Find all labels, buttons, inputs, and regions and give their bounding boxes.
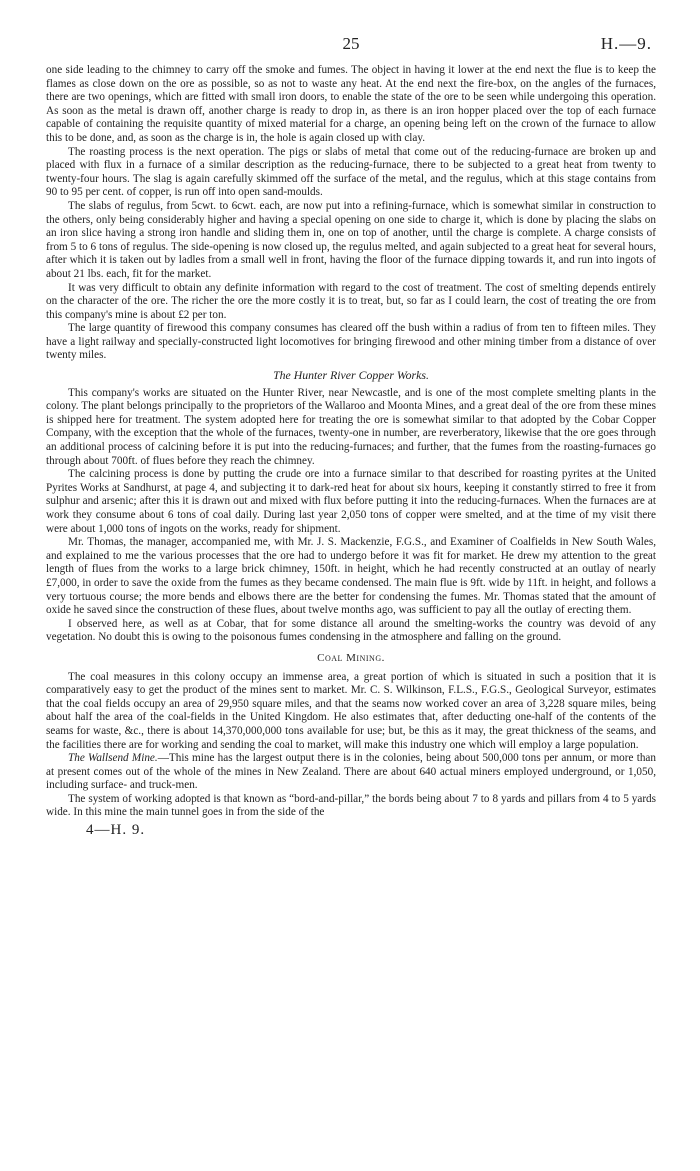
paragraph: The roasting process is the next operation. The pigs or slabs of metal that come out of the reducing-furnace are broken up and placed with flux in a furnace of a similar description as the reducing-furnace, there to be subjected to a great heat from twenty to twenty-four hours. The slag is again carefully skimmed off the surface of the metal, and the regulus, which at this stage contains from 90 to 95 per cent. of copper, is run off into open sand-moulds. xyxy=(46,145,656,199)
paragraph: Mr. Thomas, the manager, accompanied me, with Mr. J. S. Mackenzie, F.G.S., and Examiner of Coalfields in New South Wales, and explained to me the various processes that the ore had to undergo before it was fit for market. He drew my attention to the great length of flues from the works to a large brick chimney, 150ft. in height, which he had recently constructed at an outlay of nearly £7,000, in order to save the oxide from the fumes as they became condensed. The main flue is 9ft. wide by 11ft. in height, and follows a very tortuous course; the more bends and elbows there are the better for condensing the fumes. Mr. Thomas stated that the amount of oxide he saved since the construction of these flues, about twelve months ago, was sufficient to pay all the outlay of erecting them. xyxy=(46,536,656,617)
document-reference: H.—9. xyxy=(600,34,652,53)
page-header xyxy=(46,34,656,64)
section-heading-coal-mining: Coal Mining. xyxy=(317,651,385,664)
paragraph-text: —This mine has the largest output there is in the colonies, being about 500,000 tons per annum, or more than at present comes out of the whole of the mines in New Zealand. There are about 640 actual miners employed underground, or 1,050, including surface- and truck-men. xyxy=(46,752,656,792)
section-heading-hunter-river: The Hunter River Copper Works. xyxy=(273,368,429,383)
paragraph: It was very difficult to obtain any definite information with regard to the cost of treatment. The cost of smelting depends entirely on the character of the ore. The richer the ore the more costly it is to treat, but, so far as I could learn, the cost of treating the ore from this company's mine is about £2 per ton. xyxy=(46,281,656,321)
page-number: 25 xyxy=(342,34,360,53)
paragraph-wallsend xyxy=(46,752,656,793)
paragraph: The large quantity of firewood this company consumes has cleared off the bush within a radius of from ten to fifteen miles. They have a light railway and specially-constructed light locomotives for bringing firewood and other mining timber from a distance of over twenty miles. xyxy=(46,322,656,362)
paragraph: The slabs of regulus, from 5cwt. to 6cwt. each, are now put into a refining-furnace, which is somewhat similar in construction to the others, only being considerably higher and having a special opening on one side to charge it, which is done by placing the slabs on an iron slice having a strong iron handle and sliding them in, one on top of another, until the charge is complete. A charge consists of from 5 to 6 tons of regulus. The side-opening is now closed up, the regulus melted, and again subjected to a great heat for several hours, after which it is taken out by ladles from a small well in front, having the floor of the furnace dipping towards it, and run into ingots of about 21 lbs. each, fit for the market. xyxy=(46,199,656,280)
page-footer-signature: 4—H. 9. xyxy=(86,822,146,839)
paragraph: The system of working adopted is that known as “bord-and-pillar,” the bords being about 7 to 8 yards and pillars from 4 to 5 yards wide. In this mine the main tunnel goes in from the side of the xyxy=(46,792,656,819)
body-text xyxy=(46,64,656,820)
subheading-wallsend-mine: The Wallsend Mine. xyxy=(68,752,158,765)
paragraph: I observed here, as well as at Cobar, that for some distance all around the smelting-works the country was devoid of any vegetation. No doubt this is owing to the poisonous fumes condensing in the atmosphere and falling on the ground. xyxy=(46,617,656,644)
paragraph: one side leading to the chimney to carry off the smoke and fumes. The object in having it lower at the end next the flue is to keep the flames as close down on the ore as possible, so as not to waste any heat. At the end next the fire-box, on the angles of the furnaces, there are two openings, which are fitted with small iron doors, to enable the state of the ore to be seen while undergoing this operation. As soon as the metal is drawn off, another charge is ready to drop in, as there is an iron hopper placed over the top of each furnace capable of containing the requisite quantity of mixed material for a charge, an opening being left on the crown of the furnace to allow this to be done, and, as soon as the charge is in, the hole is again closed up with clay. xyxy=(46,64,656,144)
paragraph: This company's works are situated on the Hunter River, near Newcastle, and is one of the most complete smelting plants in the colony. The plant belongs principally to the proprietors of the Wallaroo and Moonta Mines, and a great deal of the ore from these mines is shipped here for treatment. The system adopted here for treating the ore is somewhat similar to that adopted by the Cobar Copper Company, with the exception that the whole of the furnaces, twenty-one in number, are reverberatory, likewise that the ore goes through an additional process of calcining before it is put into the reducing-furnaces; and further, that the fumes from the roasting-furnaces go through about 700ft. of flues before they reach the chimney. xyxy=(46,386,656,467)
paragraph: The coal measures in this colony occupy an immense area, a great portion of which is situated in such a position that it is comparatively easy to get the product of the mines sent to market. Mr. C. S. Wilkinson, F.L.S., F.G.S., Geological Surveyor, estimates that the coal fields occupy an area of 29,950 square miles, and that the seams now worked cover an area of 3,228 square miles, being about half the area of the coal-fields in the United Kingdom. He also estimates that, after deducting one-half of the contents of the seams for waste, &c., there is about 14,370,000,000 tons available for use; but, be this as it may, the great thickness of the seams, and the facilities there are for working and sending the coal to market, will make this industry one which will employ a large population. xyxy=(46,670,656,751)
paragraph: The calcining process is done by putting the crude ore into a furnace similar to that described for roasting pyrites at the United Pyrites Works at Sandhurst, at page 4, and subjecting it to dark-red heat for about six hours, keeping it constantly stirred to free it from sulphur and arsenic; after this it is drawn out and mixed with flux before putting it into the reducing-furnaces. When the furnaces are at work they consume about 6 tons of coal daily. During last year 2,050 tons of copper were smelted, and at the time of my visit there were about 1,000 tons of ingots on the works, ready for shipment. xyxy=(46,468,656,535)
